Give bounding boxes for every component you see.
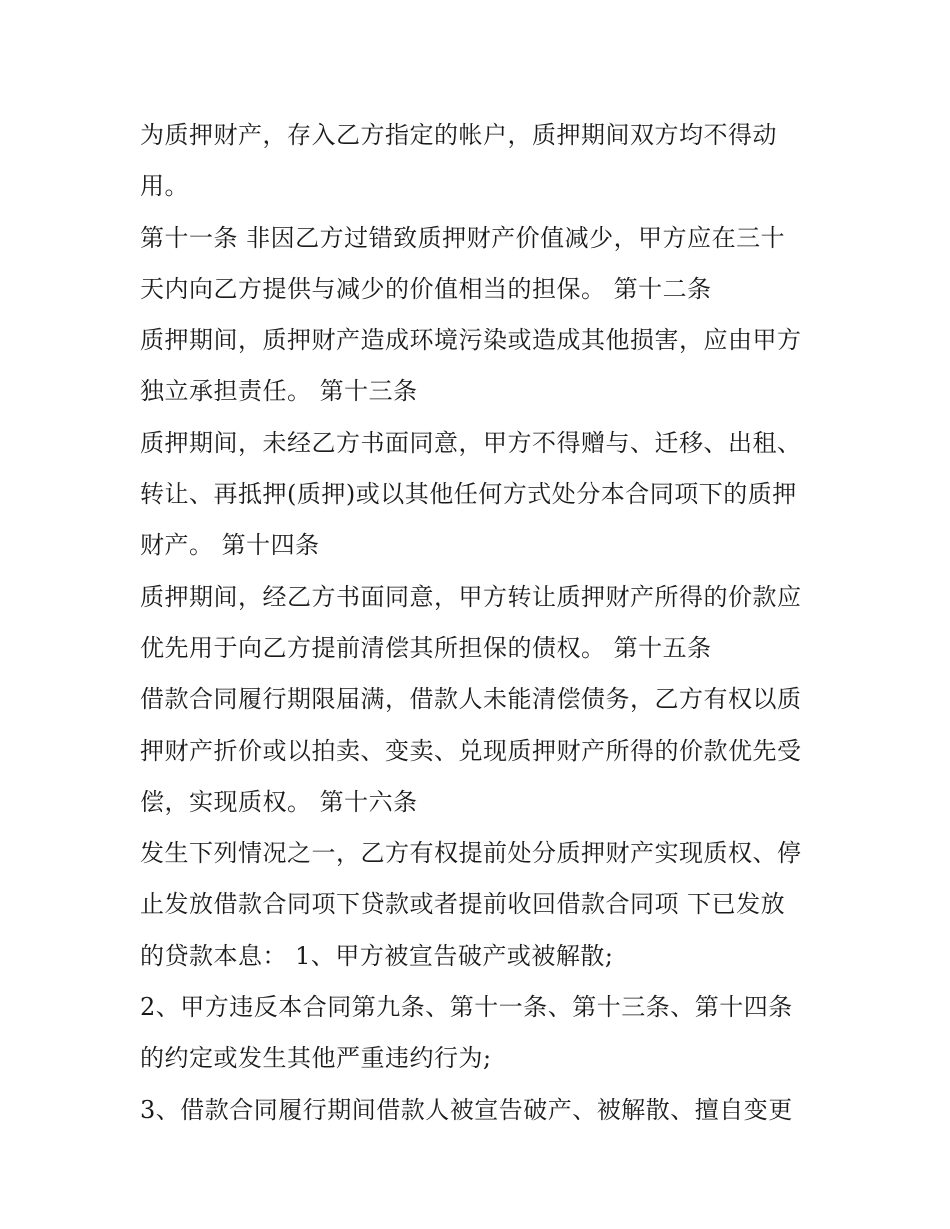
text-line: 第十一条 非因乙方过错致质押财产价值减少，甲方应在三十 [140, 223, 786, 252]
text-line: 转让、再抵押(质押)或以其他任何方式处分本合同项下的质押 [140, 480, 797, 509]
text-line: 借款合同履行期限届满，借款人未能清偿债务，乙方有权以质 [140, 685, 802, 714]
text-line: 质押期间，未经乙方书面同意，甲方不得赠与、迁移、出租、 [140, 428, 802, 457]
text-line: 质押期间，质押财产造成环境污染或造成其他损害，应由甲方 [140, 326, 802, 355]
text-line: 3、借款合同履行期间借款人被宣告破产、被解散、擅自变更 [140, 1095, 793, 1124]
text-line: 为质押财产，存入乙方指定的帐户，质押期间双方均不得动 [140, 121, 777, 149]
text-line: 押财产折价或以拍卖、变卖、兑现质押财产所得的价款优先受 [140, 736, 802, 765]
text-line: 质押期间，经乙方书面同意，甲方转让质押财产所得的价款应 [140, 582, 802, 611]
document-body [140, 110, 830, 1136]
text-line: 止发放借款合同项下贷款或者提前收回借款合同项 下已发放 [140, 890, 786, 919]
text-line: 2、甲方违反本合同第九条、第十一条、第十三条、第十四条 [140, 993, 793, 1022]
text-line: 优先用于向乙方提前清偿其所担保的债权。 第十五条 [140, 633, 712, 662]
text-line: 财产。 第十四条 [140, 531, 320, 560]
text-line: 偿，实现质权。 第十六条 [140, 787, 418, 816]
text-line: 独立承担责任。 第十三条 [140, 377, 418, 406]
text-line: 的约定或发生其他严重违约行为; [140, 1044, 492, 1073]
text-line: 用。 [140, 172, 189, 201]
text-line: 天内向乙方提供与减少的价值相当的担保。 第十二条 [140, 274, 712, 303]
text-line: 发生下列情况之一，乙方有权提前处分质押财产实现质权、停 [140, 839, 802, 868]
text-line: 的贷款本息： 1、甲方被宣告破产或被解散; [140, 941, 614, 970]
